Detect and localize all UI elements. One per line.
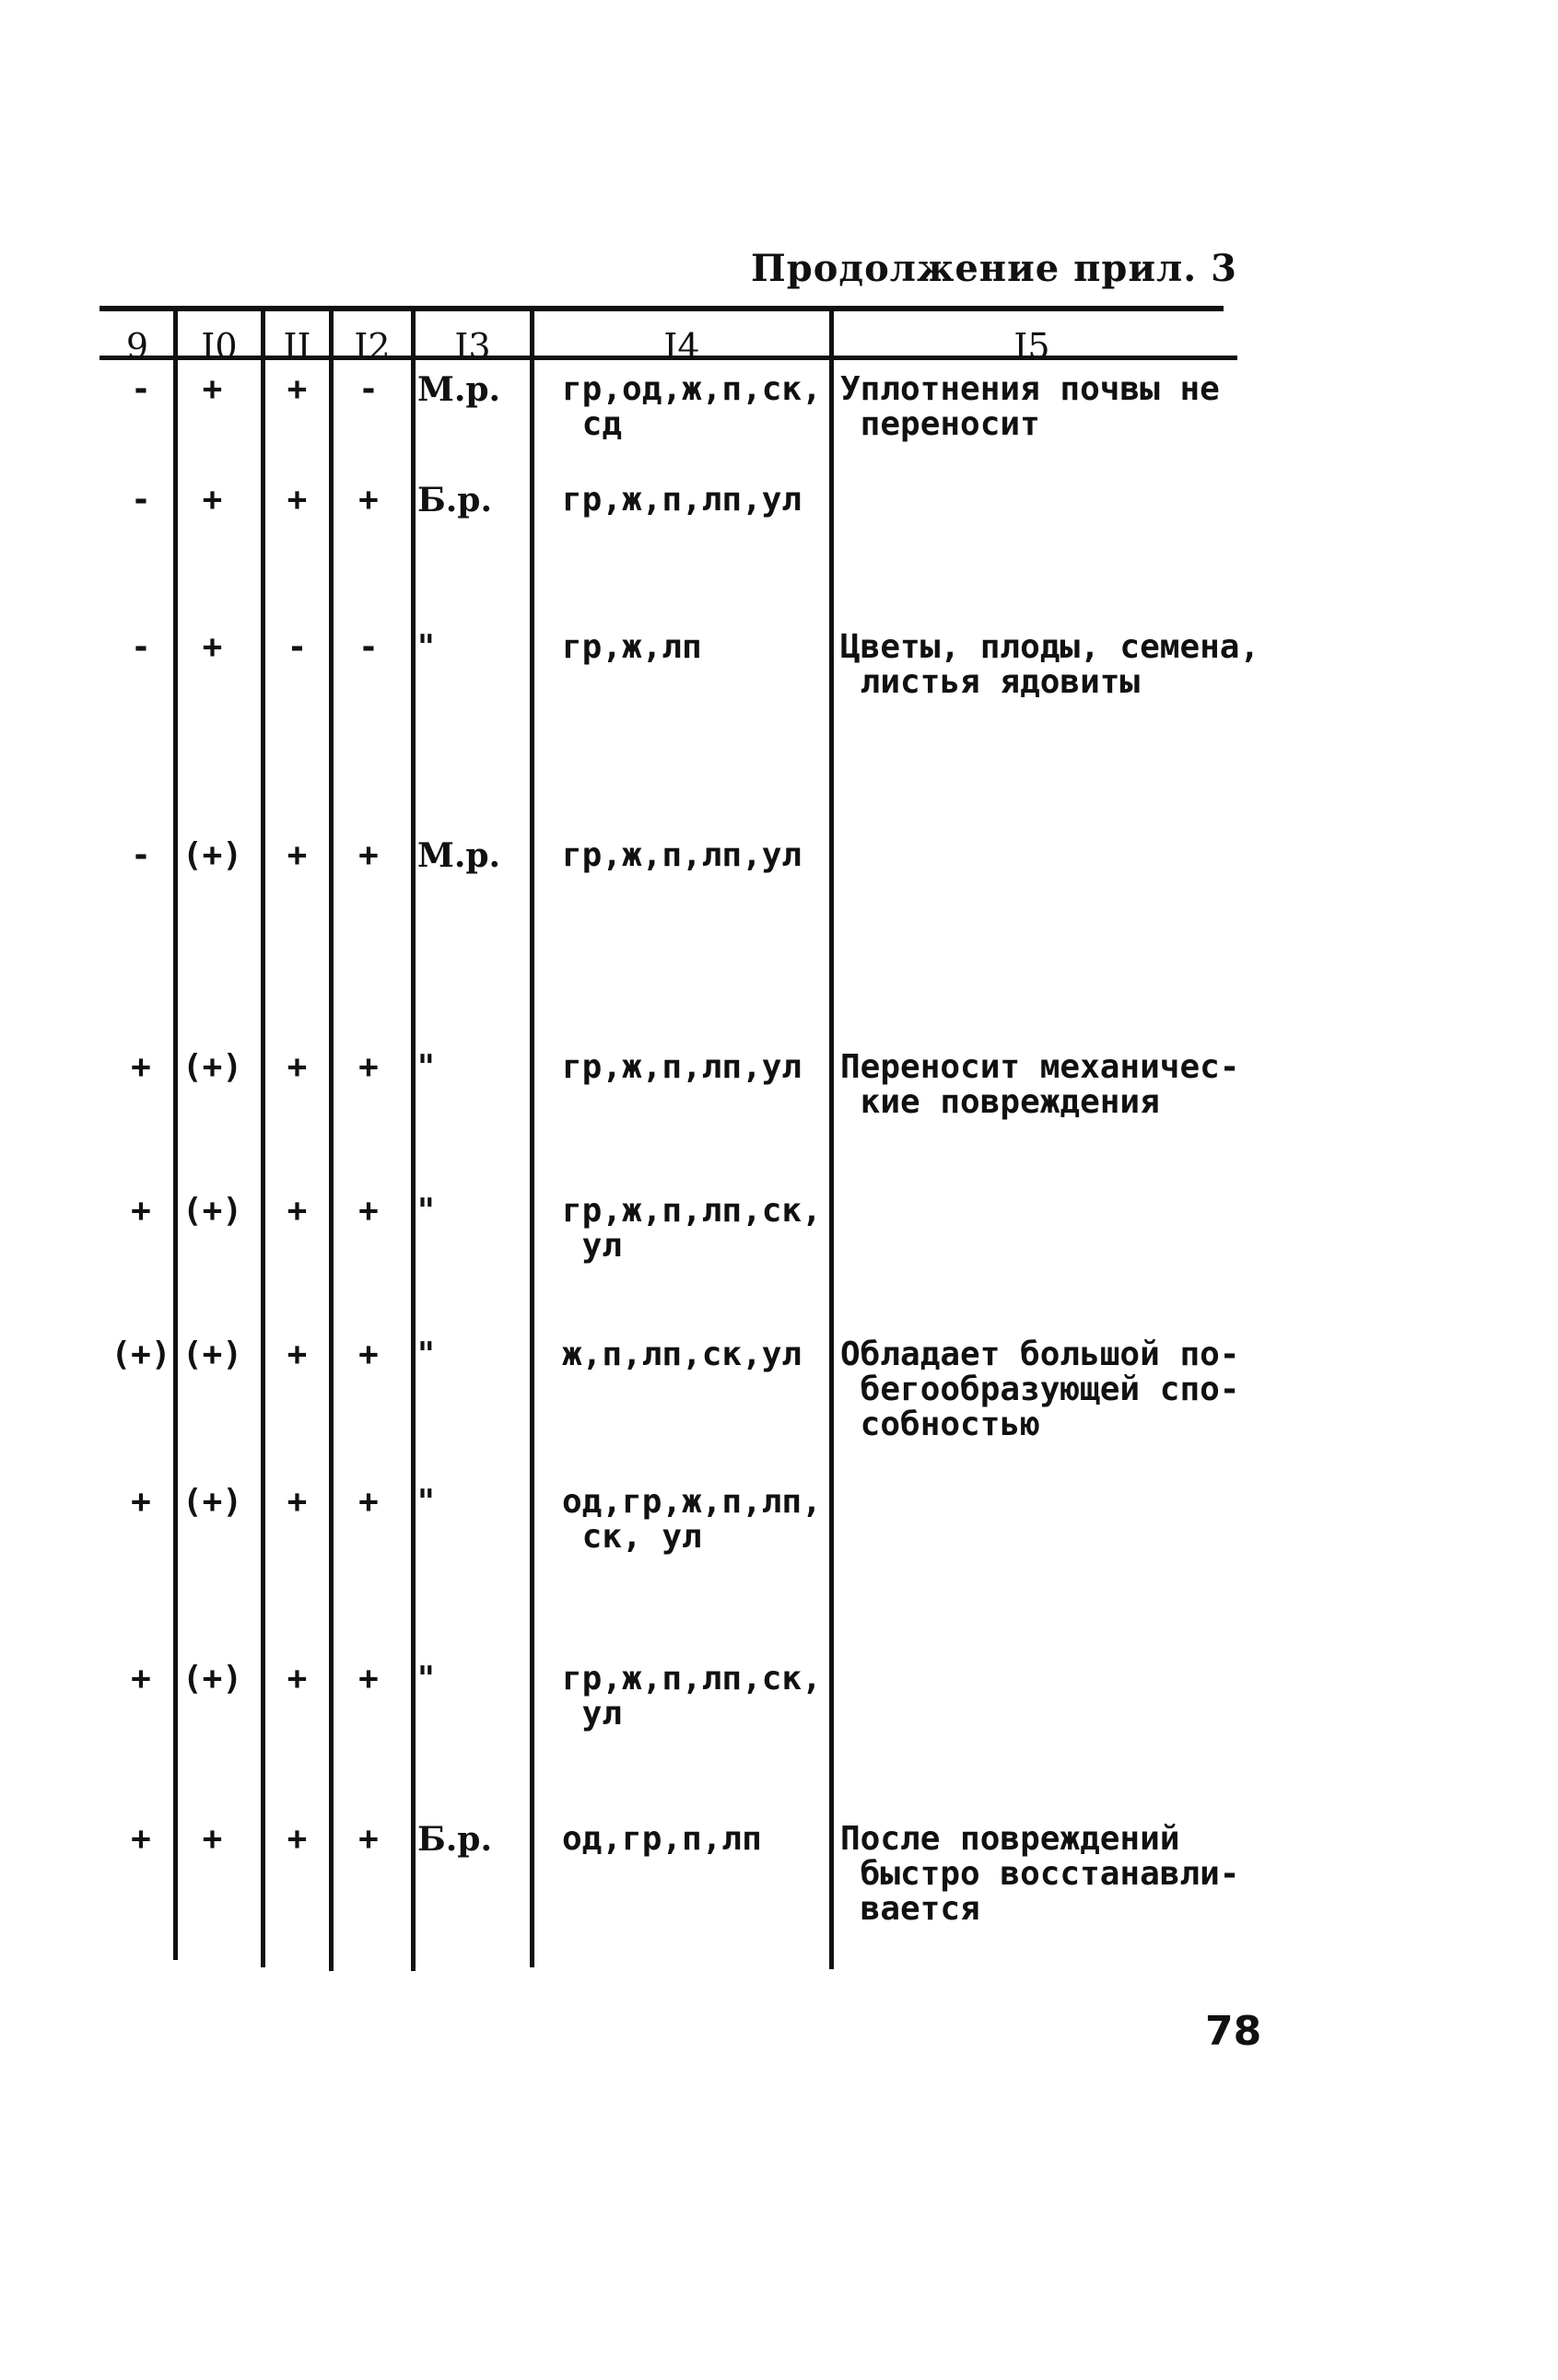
column-divider	[173, 311, 178, 1960]
table-cell: М.р.	[417, 836, 501, 875]
table-cell: (+)	[182, 1048, 243, 1086]
table-cell: -	[131, 481, 151, 519]
column-divider	[261, 311, 265, 1967]
table-cell: "	[417, 628, 435, 667]
column-header-9: 9	[125, 326, 149, 367]
table-cell: "	[417, 1192, 435, 1231]
table-cell: +	[358, 1820, 379, 1858]
table-cell: "	[417, 1483, 435, 1522]
table-cell: +	[287, 1048, 308, 1086]
table-cell: +	[131, 1192, 151, 1230]
table-cell: (+)	[182, 1660, 243, 1698]
table-cell: +	[358, 1192, 379, 1230]
table-cell: +	[358, 1048, 379, 1086]
table-cell: +	[202, 628, 223, 666]
table-cell: +	[131, 1483, 151, 1521]
table-caption: Продолжение прил. 3	[751, 247, 1237, 290]
column-divider	[530, 311, 534, 1967]
table-cell: гр,ж,п,лп,ск, ул	[562, 1192, 822, 1265]
table-cell: Обладает большой по- бегообразующей спо- собностью	[840, 1336, 1240, 1443]
table-cell: +	[202, 481, 223, 519]
table-cell: ж,п,лп,ск,ул	[562, 1336, 802, 1373]
table-cell: +	[287, 1192, 308, 1230]
table-cell: М.р.	[417, 370, 501, 409]
table-cell: гр,ж,п,лп,ул	[562, 1048, 802, 1086]
page-number: 78	[1205, 2008, 1262, 2055]
table-cell: -	[131, 836, 151, 874]
table-cell: Б.р.	[417, 481, 492, 519]
table-cell: +	[358, 1336, 379, 1373]
table-cell: +	[131, 1820, 151, 1858]
table-cell: гр,ж,лп	[562, 628, 702, 666]
table-cell: После повреждений быстро восстанавли- вается	[840, 1820, 1240, 1928]
column-divider	[411, 311, 416, 1971]
table-cell: +	[287, 1483, 308, 1521]
table-cell: +	[287, 836, 308, 874]
table-cell: +	[358, 836, 379, 874]
table-cell: од,гр,п,лп	[562, 1820, 762, 1858]
table-cell: +	[358, 481, 379, 519]
table-cell: +	[287, 1660, 308, 1698]
table-cell: -	[131, 370, 151, 408]
table-cell: +	[287, 370, 308, 408]
table-cell: +	[358, 1483, 379, 1521]
column-header-10: I0	[201, 326, 238, 367]
table-cell: гр,од,ж,п,ск, сд	[562, 370, 822, 443]
table-cell: +	[202, 370, 223, 408]
table-cell: Уплотнения почвы не переносит	[840, 370, 1220, 443]
table-cell: +	[287, 1820, 308, 1858]
column-header-12: I2	[354, 326, 391, 367]
column-header-14: I4	[663, 326, 700, 367]
table-cell: -	[287, 628, 308, 666]
table-cell: гр,ж,п,лп,ск, ул	[562, 1660, 822, 1732]
table-cell: (+)	[111, 1336, 171, 1373]
table-cell: гр,ж,п,лп,ул	[562, 481, 802, 519]
column-header-11: II	[283, 326, 311, 367]
table-cell: (+)	[182, 1192, 243, 1230]
table-cell: гр,ж,п,лп,ул	[562, 836, 802, 874]
column-divider	[329, 311, 334, 1971]
table-cell: +	[131, 1048, 151, 1086]
table-cell: -	[358, 628, 379, 666]
table-cell: (+)	[182, 1483, 243, 1521]
table-cell: од,гр,ж,п,лп, ск, ул	[562, 1483, 822, 1556]
table-cell: -	[131, 628, 151, 666]
table-cell: +	[202, 1820, 223, 1858]
table-cell: +	[358, 1660, 379, 1698]
table-cell: Переносит механичес- кие повреждения	[840, 1048, 1240, 1121]
table-cell: -	[358, 370, 379, 408]
table-cell: "	[417, 1336, 435, 1374]
table-top-rule	[100, 306, 1224, 311]
table-cell: +	[131, 1660, 151, 1698]
table-cell: "	[417, 1048, 435, 1087]
table-cell: (+)	[182, 836, 243, 874]
table-cell: "	[417, 1660, 435, 1698]
table-cell: +	[287, 1336, 308, 1373]
table-cell: Цветы, плоды, семена, листья ядовиты	[840, 628, 1260, 701]
table-cell: +	[287, 481, 308, 519]
column-header-13: I3	[454, 326, 491, 367]
table-cell: Б.р.	[417, 1820, 492, 1859]
column-header-15: I5	[1013, 326, 1050, 367]
table-cell: (+)	[182, 1336, 243, 1373]
